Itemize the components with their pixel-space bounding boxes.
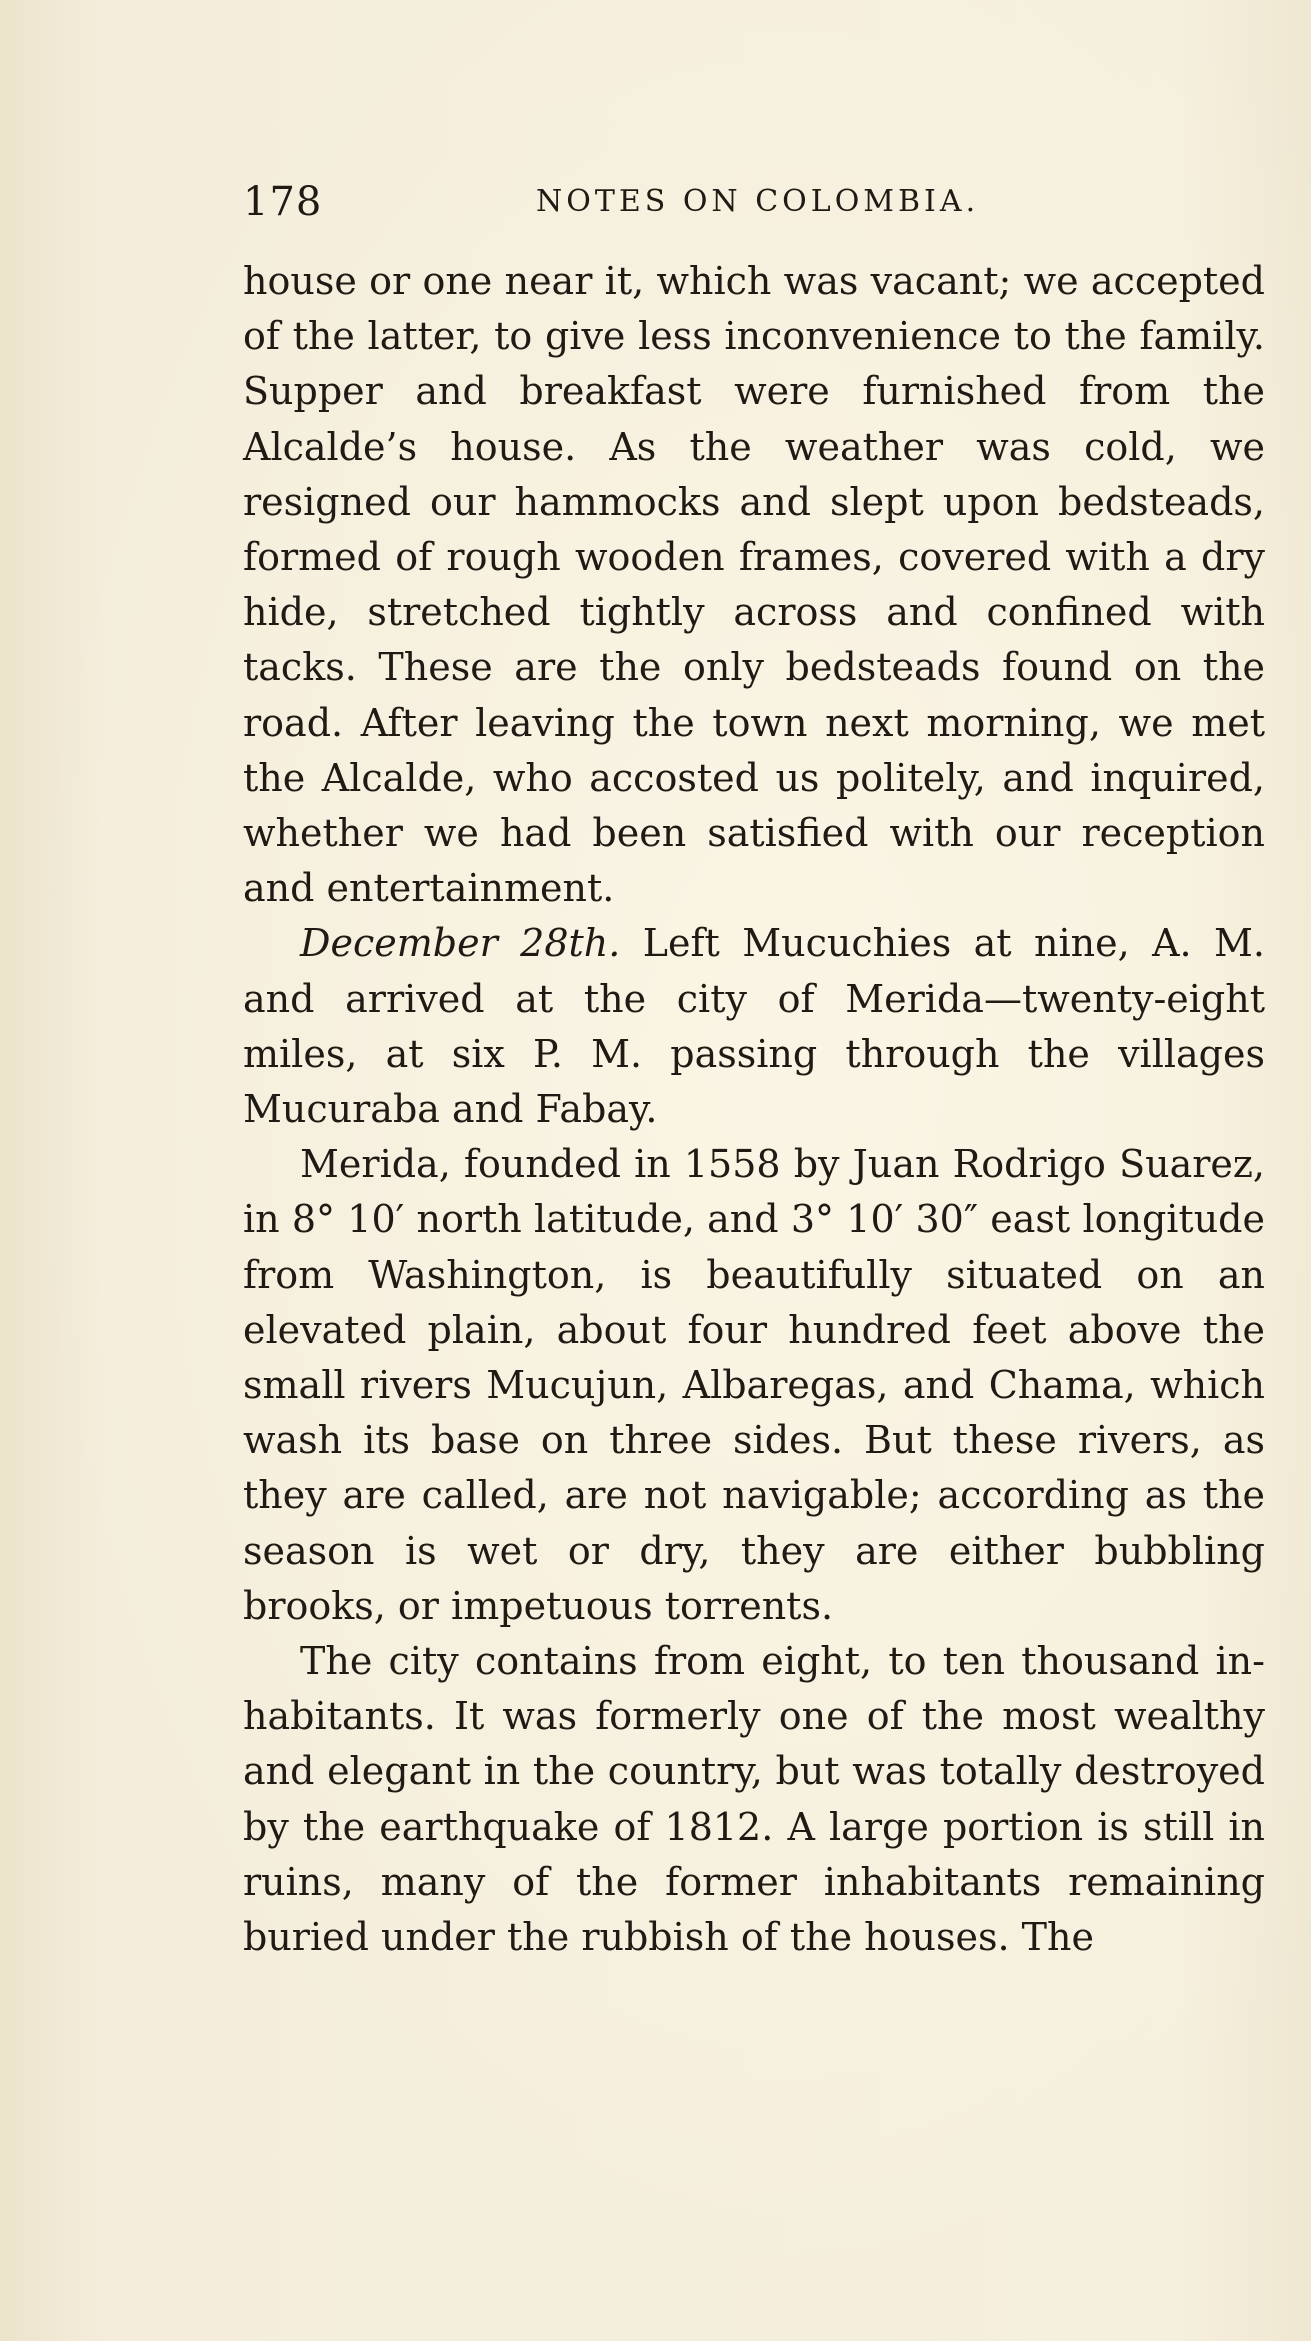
running-head: NOTES ON COLOMBIA. — [536, 184, 980, 219]
page-header — [243, 172, 1263, 232]
paragraph: Merida, founded in 1558 by Juan Rodrigo Suarez, in 8° 10′ north latitude, and 3° 10′ 30″ east longitude from Washington, is beautifully situated on an elevated plain, about four hundred feet above the small rivers Mucujun, Albaregas, and Chama, which wash its base on three sides. But these rivers, as they are called, are not navigable; according as the season is wet or dry, they are either bubbling brooks, or impetuous torrents. — [243, 1142, 1265, 1628]
date-lead: December 28th. — [300, 921, 621, 966]
page-number: 178 — [243, 179, 323, 225]
body-text — [243, 254, 1265, 1965]
paragraph-text: Left Mucuchies at nine, A. M. and arrived at the city of Merida—twenty-eight miles, at six P. M. passing through the villages Mucuraba and Fabay. — [243, 921, 1265, 1132]
paragraph: The city contains from eight, to ten thousand inhabitants. It was formerly one of the most wealthy and elegant in the country, but was totally destroyed by the earthquake of 1812. A large portion is still in ruins, many of the former inhabitants remaining buried under the rubbish of the houses. The — [243, 1639, 1265, 1960]
paragraph — [243, 916, 1265, 1137]
paragraph: house or one near it, which was vacant; we accepted of the latter, to give less inconvenience to the family. Supper and breakfast were furnished from the Alcalde’s house. As the weather was cold, we resigned our hammocks and slept upon bedsteads, formed of rough wooden frames, covered with a dry hide, stretched tightly across and confined with tacks. These are the only bedsteads found on the road. After leaving the town next morning, we met the Alcalde, who accosted us politely, and inquired, whether we had been satisfied with our reception and entertainment. — [243, 259, 1265, 911]
